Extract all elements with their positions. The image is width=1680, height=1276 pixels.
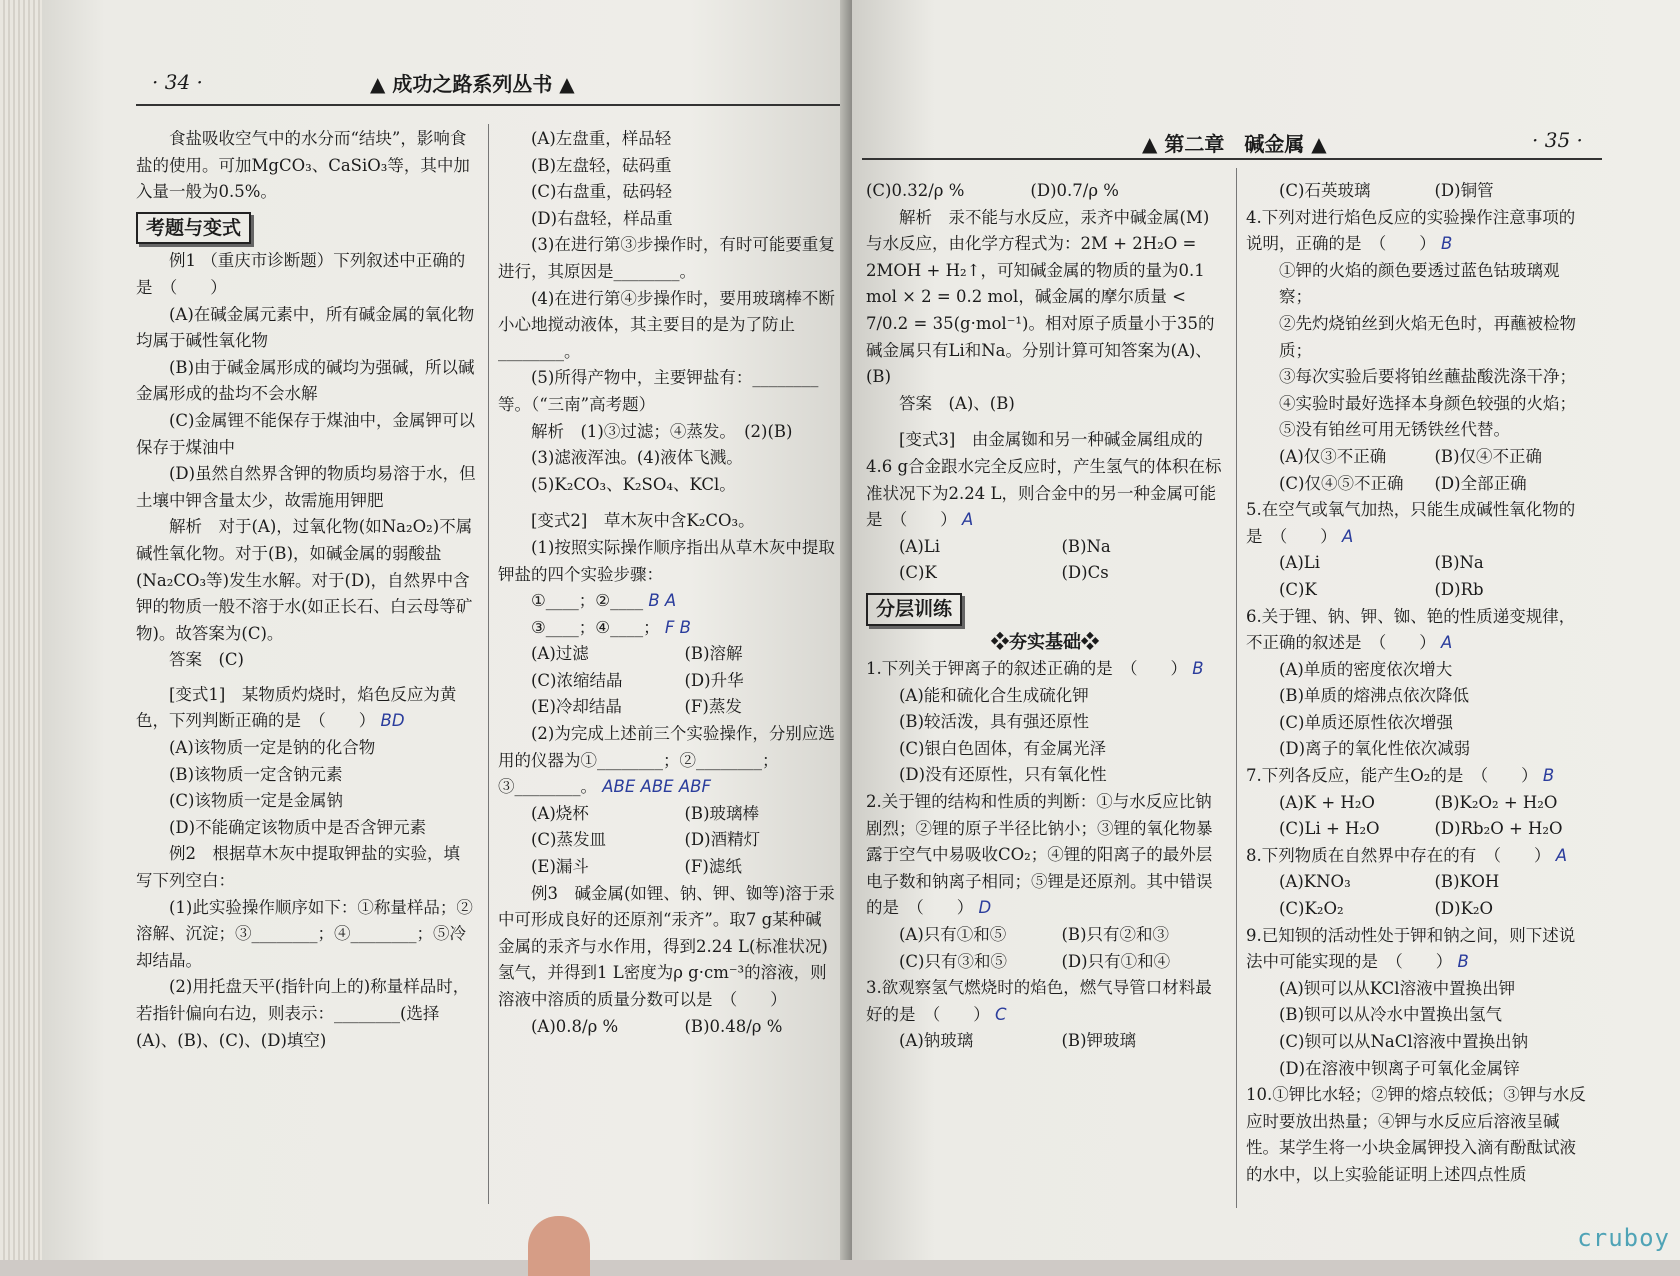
option-row: (A)KNO₃ (B)KOH bbox=[1279, 872, 1500, 892]
option: (A)该物质一定是钠的化合物 bbox=[169, 738, 376, 758]
option-row: (A)K + H₂O (B)K₂O₂ + H₂O bbox=[1279, 792, 1558, 812]
option-row: (C)石英玻璃 (D)铜管 bbox=[1279, 181, 1494, 200]
question-part: (2)为完成上述前三个实验操作，分别应选用的仪器为①________；②________；③________。 ABE ABE ABF bbox=[498, 724, 835, 797]
question-part: (2)用托盘天平(指针向上的)称量样品时，若指针偏向右边，则表示：________(选择(A)、(B)、(C)、(D)填空) bbox=[136, 977, 470, 1050]
option: (A)单质的密度依次增大 bbox=[1279, 659, 1453, 679]
analysis: 解析 汞不能与水反应，汞齐中碱金属(M)与水反应，由化学方程式为：2M + 2H₂O = 2MOH + H₂↑，可知碱金属的物质的量为0.1 mol × 2 = 0.2 mol，碱金属的摩尔质量 < 7/0.2 = 35(g·mol⁻¹)。相对原子质量小于35的碱金属只有Li和Na。分别计算可知答案为(A)、(B) bbox=[866, 207, 1215, 387]
question-part: (5)所得产物中，主要钾盐有：________等。（“三南”高考题） bbox=[498, 368, 819, 414]
question: 例3 碱金属(如锂、钠、钾、铷等)溶于汞中可形成良好的还原剂“汞齐”。取7 g某种碱金属的汞齐与水作用，得到2.24 L(标准状况)氢气，并得到1 L密度为ρ g·cm⁻³的溶液，则溶液中溶质的质量分数可以是 （ ） bbox=[498, 883, 835, 1009]
option: (C)金属锂不能保存于煤油中，金属钾可以保存于煤油中 bbox=[136, 410, 475, 457]
question: 9.已知钡的活动性处于钾和钠之间，则下述说法中可能实现的是 （ ） B bbox=[1246, 925, 1576, 972]
question: 10.①钾比水轻；②钾的熔点较低；③钾与水反应时要放出热量；④钾与水反应后溶液呈碱性。某学生将一小块金属钾投入滴有酚酞试液的水中，以上实验能证明上述四点性质 bbox=[1246, 1085, 1586, 1184]
answer: 答案 (A)、(B) bbox=[899, 393, 1015, 413]
question-part: (3)在进行第③步操作时，有时可能要重复进行，其原因是________。 bbox=[498, 235, 835, 281]
analysis: 解析 对于(A)，过氧化物(如Na₂O₂)不属碱性氧化物。对于(B)，如碱金属的弱酸盐(Na₂CO₃等)发生水解。对于(D)，自然界中含钾的物质一般不溶于水(如正长石、白云母等矿物)。故答案为(C)。 bbox=[136, 517, 473, 643]
variant-question: [变式3] 由金属铷和另一种碱金属组成的4.6 g合金跟水完全反应时，产生氢气的体积在标准状况下为2.24 L，则合金中的另一种金属可能是 （ ） A bbox=[866, 430, 1222, 530]
option-row: (E)漏斗 (F)滤纸 bbox=[531, 857, 742, 877]
header-rule bbox=[136, 104, 848, 106]
page-number: · 35 · bbox=[1532, 128, 1583, 152]
right-col-2 bbox=[1246, 178, 1590, 1189]
statement: ③每次实验后要将铂丝蘸盐酸洗涤干净； bbox=[1279, 367, 1576, 387]
question-part: (1)按照实际操作顺序指出从草木灰中提取钾盐的四个实验步骤： bbox=[498, 537, 835, 584]
option-row: (E)冷却结晶 (F)蒸发 bbox=[531, 697, 742, 717]
option: (D)虽然自然界含钾的物质均易溶于水，但土壤中钾含量太少，故需施用钾肥 bbox=[136, 464, 476, 510]
finger bbox=[528, 1216, 590, 1276]
option: (B)左盘轻，砝码重 bbox=[531, 155, 672, 175]
statement: ②先灼烧铂丝到火焰无色时，再蘸被检物质； bbox=[1279, 313, 1576, 360]
page-stack-edge bbox=[0, 0, 42, 1260]
option-row: (A)烧杯 (B)玻璃棒 bbox=[531, 803, 759, 823]
left-col-2 bbox=[498, 126, 838, 1040]
option-row: (A)Li (B)Na bbox=[899, 536, 1111, 556]
option-row: (A)仅③不正确 (B)仅④不正确 bbox=[1279, 446, 1542, 466]
question: 1.下列关于钾离子的叙述正确的是 （ ） B bbox=[866, 659, 1204, 679]
paragraph: 食盐吸收空气中的水分而“结块”，影响食盐的使用。可加MgCO₃、CaSiO₃等，其中加入量一般为0.5%。 bbox=[136, 129, 470, 202]
option-row: (C)蒸发皿 (D)酒精灯 bbox=[531, 830, 761, 850]
analysis: (5)K₂CO₃、K₂SO₄、KCl。 bbox=[531, 474, 736, 494]
option: (A)在碱金属元素中，所有碱金属的氧化物均属于碱性氧化物 bbox=[136, 304, 475, 351]
option-row: (A)只有①和⑤ (B)只有②和③ bbox=[899, 925, 1169, 945]
question: 3.欲观察氢气燃烧时的焰色，燃气导管口材料最好的是 （ ） C bbox=[866, 978, 1212, 1024]
option: (D)右盘轻，样品重 bbox=[531, 208, 673, 228]
option: (A)钡可以从KCl溶液中置换出钾 bbox=[1279, 978, 1516, 998]
watermark: cruboy bbox=[1577, 1224, 1670, 1252]
option: (A)能和硫化合生成硫化钾 bbox=[899, 685, 1089, 705]
section-subheading: ❖夯实基础❖ bbox=[991, 631, 1099, 653]
analysis: 解析 (1)③过滤；④蒸发。 (2)(B) bbox=[531, 421, 793, 441]
step-line: ①____；②____ B A bbox=[531, 591, 677, 611]
option-row: (A)过滤 (B)溶解 bbox=[531, 644, 743, 664]
option: (B)该物质一定含钠元素 bbox=[169, 764, 343, 784]
column-divider bbox=[1236, 168, 1237, 1208]
option-row: (C)Li + H₂O (D)Rb₂O + H₂O bbox=[1279, 819, 1563, 839]
question: 例1 （重庆市诊断题）下列叙述中正确的是 （ ） bbox=[136, 251, 466, 297]
option: (D)离子的氧化性依次减弱 bbox=[1279, 739, 1471, 759]
option-row: (A)Li (B)Na bbox=[1279, 553, 1484, 573]
option: (B)由于碱金属形成的碱均为强碱，所以碱金属形成的盐均不会水解 bbox=[136, 357, 475, 404]
option: (A)左盘重，样品轻 bbox=[531, 129, 672, 148]
option: (C)右盘重，砝码轻 bbox=[531, 182, 672, 202]
variant-question: [变式1] 某物质灼烧时，焰色反应为黄色，下列判断正确的是 （ ） BD bbox=[136, 684, 457, 731]
statement: ④实验时最好选择本身颜色较强的火焰； bbox=[1279, 393, 1576, 413]
page-number: · 34 · bbox=[152, 70, 203, 94]
question: 7.下列各反应，能产生O₂的是 （ ） B bbox=[1246, 766, 1555, 786]
variant-question: [变式2] 草木灰中含K₂CO₃。 bbox=[531, 511, 755, 531]
option-row: (C)仅④⑤不正确 (D)全部正确 bbox=[1279, 473, 1527, 493]
section-heading: 考题与变式 bbox=[136, 212, 251, 245]
statement: ①钾的火焰的颜色要透过蓝色钴玻璃观察； bbox=[1279, 260, 1560, 307]
right-col-1 bbox=[866, 178, 1224, 1055]
answer: 答案 (C) bbox=[169, 650, 244, 670]
option: (C)银白色固体，有金属光泽 bbox=[899, 738, 1106, 758]
question: 6.关于锂、钠、钾、铷、铯的性质递变规律，不正确的叙述是 （ ） A bbox=[1246, 606, 1576, 653]
option: (D)在溶液中钡离子可氧化金属锌 bbox=[1279, 1058, 1520, 1078]
option: (B)单质的熔沸点依次降低 bbox=[1279, 686, 1469, 706]
question-part: (1)此实验操作顺序如下：①称量样品；②溶解、沉淀；③________；④________；⑤冷却结晶。 bbox=[136, 897, 473, 970]
option: (D)不能确定该物质中是否含钾元素 bbox=[169, 817, 427, 837]
right-page bbox=[852, 0, 1680, 1260]
question: 4.下列对进行焰色反应的实验操作注意事项的说明，正确的是 （ ） B bbox=[1246, 207, 1576, 254]
series-title: ▲ 成功之路系列丛书 ▲ bbox=[370, 72, 575, 96]
question-part: (4)在进行第④步操作时，要用玻璃棒不断小心地搅动液体，其主要目的是为了防止________。 bbox=[498, 288, 835, 361]
left-page bbox=[40, 0, 852, 1260]
question: 5.在空气或氧气加热，只能生成碱性氧化物的是 （ ） A bbox=[1246, 500, 1576, 546]
option: (D)没有还原性，只有氧化性 bbox=[899, 765, 1107, 785]
question: 8.下列物质在自然界中存在的有 （ ） A bbox=[1246, 845, 1568, 865]
left-col-1 bbox=[136, 126, 476, 1054]
option-row: (C)K (D)Cs bbox=[899, 563, 1109, 583]
option-row: (A)钠玻璃 (B)钾玻璃 bbox=[899, 1031, 1136, 1051]
option-row: (C)K (D)Rb bbox=[1279, 579, 1484, 599]
question: 例2 根据草木灰中提取钾盐的实验，填写下列空白： bbox=[136, 844, 460, 891]
analysis: (3)滤液浑浊。(4)液体飞溅。 bbox=[531, 448, 743, 468]
header-rule bbox=[862, 158, 1602, 160]
statement: ⑤没有铂丝可用无锈铁丝代替。 bbox=[1279, 420, 1510, 440]
question: 2.关于锂的结构和性质的判断：①与水反应比钠剧烈；②锂的原子半径比钠小；③锂的氧化物暴露于空气中易吸收CO₂；④锂的阳离子的最外层电子数和钠离子相同；⑤锂是还原剂。其中错误的是 （ ） D bbox=[866, 792, 1213, 918]
option: (C)钡可以从NaCl溶液中置换出钠 bbox=[1279, 1032, 1529, 1051]
option-row: (C)0.32/ρ % (D)0.7/ρ % bbox=[866, 181, 1119, 200]
option-row: (C)K₂O₂ (D)K₂O bbox=[1279, 899, 1494, 919]
option: (B)较活泼，具有强还原性 bbox=[899, 712, 1089, 732]
option: (B)钡可以从冷水中置换出氢气 bbox=[1279, 1005, 1502, 1025]
option: (C)该物质一定是金属钠 bbox=[169, 791, 343, 811]
step-line: ③____；④____； F B bbox=[531, 617, 691, 637]
column-divider bbox=[488, 124, 489, 1204]
option-row: (A)0.8/ρ % (B)0.48/ρ % bbox=[531, 1016, 783, 1036]
section-heading: 分层训练 bbox=[866, 593, 962, 626]
option-row: (C)只有③和⑤ (D)只有①和④ bbox=[899, 951, 1171, 971]
option-row: (C)浓缩结晶 (D)升华 bbox=[531, 670, 744, 690]
option: (C)单质还原性依次增强 bbox=[1279, 712, 1453, 732]
chapter-title: ▲ 第二章 碱金属 ▲ bbox=[1142, 132, 1327, 156]
